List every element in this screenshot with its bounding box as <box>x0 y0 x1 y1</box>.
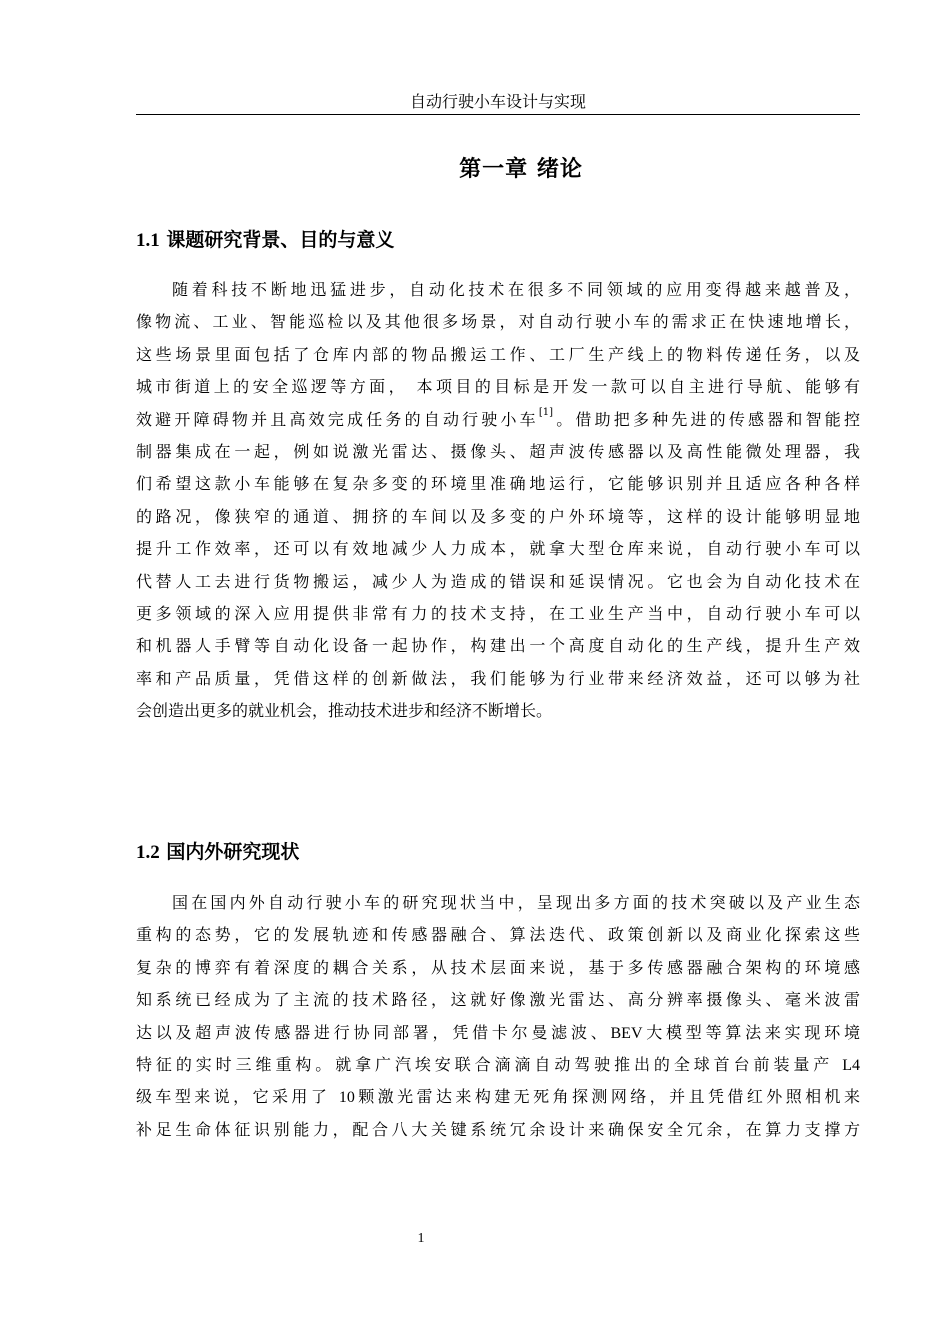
text-segment: 颗激光雷达来构建无死角探测网络，并且凭借红外照相机来 <box>354 1087 860 1107</box>
text-segment: 达以及超声波传感器进行协同部署，凭借卡尔曼滤波、 <box>136 1022 611 1042</box>
text-segment-latin: 10 <box>338 1089 355 1107</box>
text-line: 的路况，像狭窄的通道、拥挤的车间以及多变的户外环境等，这样的设计能够明显地 <box>136 506 860 526</box>
section-title: 课题研究背景、目的与意义 <box>166 229 395 251</box>
text-line: 像物流、工业、智能巡检以及其他很多场景，对自动行驶小车的需求正在快速地增长， <box>136 312 860 332</box>
text-segment: 效避开障碍物并且高效完成任务的自动行驶小车 <box>136 409 539 429</box>
page-number: 1 <box>417 1231 425 1246</box>
text-line: 提升工作效率，还可以有效地减少人力成本，就拿大型仓库来说，自动行驶小车可以 <box>136 539 860 559</box>
text-line: 国在国内外自动行驶小车的研究现状当中，呈现出多方面的技术突破以及产业生态 <box>172 893 860 912</box>
section-heading-1-2 <box>136 837 299 868</box>
section-1-2-paragraph <box>136 887 860 1146</box>
text-line <box>136 1081 860 1113</box>
text-line: 和机器人手臂等自动化设备一起协作，构建出一个高度自动化的生产线，提升生产效 <box>136 636 860 656</box>
chapter-title: 第一章 绪论 <box>459 156 583 182</box>
text-segment: 。借助把多种先进的传感器和智能控 <box>553 409 860 429</box>
text-segment: 特征的实时三维重构。就拿广汽埃安联合滴滴自动驾驶推出的全球首台前装量产 <box>136 1054 843 1074</box>
section-title: 国内外研究现状 <box>166 841 300 863</box>
text-line: 补足生命体征识别能力，配合八大关键系统冗余设计来确保安全冗余，在算力支撑方 <box>136 1119 860 1139</box>
text-line: 城市街道上的安全巡逻等方面， 本项目的目标是开发一款可以自主进行导航、能够有 <box>136 377 860 397</box>
text-line: 会创造出更多的就业机会，推动技术进步和经济不断增长。 <box>136 701 553 721</box>
text-line: 复杂的博弈有着深度的耦合关系，从技术层面来说，基于多传感器融合架构的环境感 <box>136 957 860 977</box>
section-heading-1-1 <box>136 225 394 256</box>
citation-ref[interactable]: [1] <box>538 406 554 418</box>
section-number: 1.2 <box>136 842 160 863</box>
text-line <box>136 1017 860 1049</box>
running-header: 自动行驶小车设计与实现 <box>409 92 586 111</box>
text-line: 制器集成在一起，例如说激光雷达、摄像头、超声波传感器以及高性能微处理器，我 <box>136 441 860 461</box>
text-segment: 级车型来说，它采用了 <box>136 1087 339 1107</box>
section-1-1-paragraph <box>136 274 860 727</box>
text-segment: 大模型等算法来实现环境 <box>642 1022 860 1042</box>
section-number: 1.1 <box>136 230 160 251</box>
text-line <box>136 1049 860 1081</box>
header-divider <box>136 114 860 115</box>
text-line: 重构的态势，它的发展轨迹和传感器融合、算法迭代、政策创新以及商业化探索这些 <box>136 925 860 945</box>
text-line: 率和产品质量，凭借这样的创新做法，我们能够为行业带来经济效益，还可以够为社 <box>136 668 860 688</box>
text-segment-latin: L4 <box>842 1056 860 1074</box>
text-line: 这些场景里面包括了仓库内部的物品搬运工作、工厂生产线上的物料传递任务，以及 <box>136 344 860 364</box>
text-line-with-citation <box>136 404 860 436</box>
text-line: 代替人工去进行货物搬运，减少人为造成的错误和延误情况。它也会为自动化技术在 <box>136 571 860 591</box>
text-line: 更多领域的深入应用提供非常有力的技术支持，在工业生产当中，自动行驶小车可以 <box>136 603 860 623</box>
text-line: 随着科技不断地迅猛进步，自动化技术在很多不同领域的应用变得越来越普及， <box>172 280 860 299</box>
text-line: 们希望这款小车能够在复杂多变的环境里准确地运行，它能够识别并且适应各种各样 <box>136 474 860 494</box>
text-line: 知系统已经成为了主流的技术路径，这就好像激光雷达、高分辨率摄像头、毫米波雷 <box>136 990 860 1010</box>
text-segment-latin: BEV <box>610 1024 643 1042</box>
